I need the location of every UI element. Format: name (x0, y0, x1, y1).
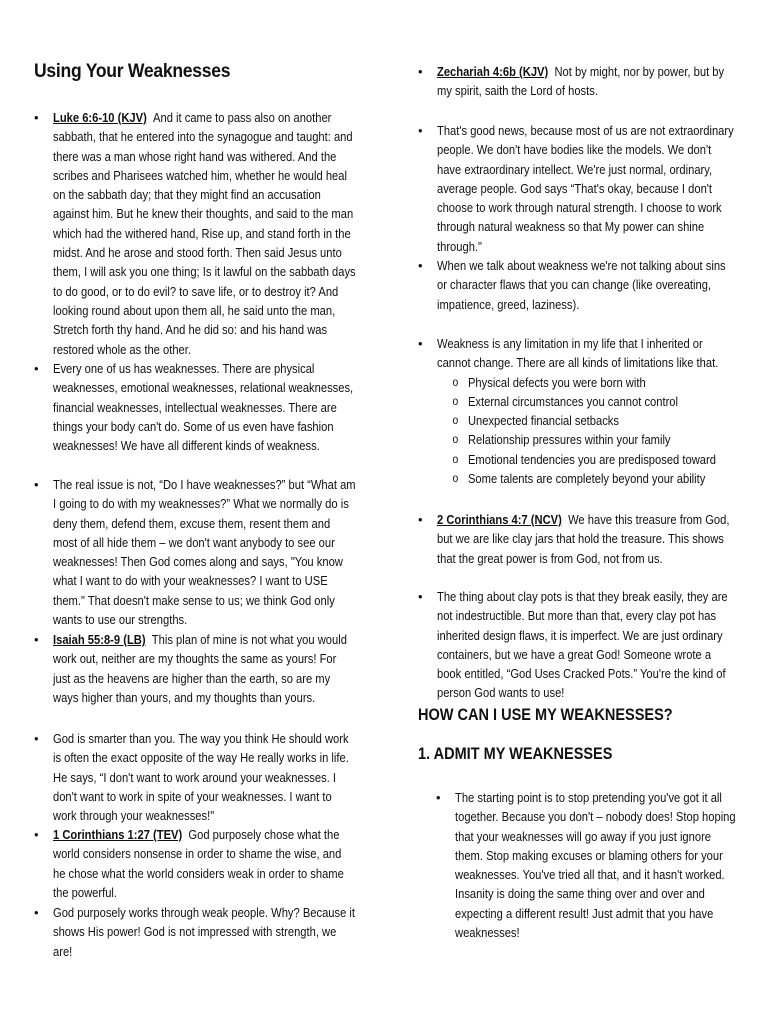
circle-bullet-icon: o (452, 393, 459, 408)
page-title: Using Your Weaknesses (34, 60, 231, 82)
sub-list-item: o Relationship pressures within your family (452, 430, 738, 449)
scripture-reference: Luke 6:6-10 (KJV) (53, 110, 147, 125)
bullet-weak-people (34, 903, 356, 961)
bullet-corinthians-2 (418, 510, 738, 568)
bullet-text: That's good news, because most of us are not extraordinary people. We don't have bodies like the models. We don't have extraordinary intellect. We're just normal, ordinary, average people. God says “That's okay, because I don't choose to work through natural strength. I choose to work through natural weakness so that My power can shine through." (437, 123, 734, 254)
circle-bullet-icon: o (452, 471, 459, 486)
bullet-text: God is smarter than you. The way you think He should work is often the exact opposite of the way He really works in life. He says, “I don't want to work around your weaknesses. I don't want to work in spite of your weaknesses. I want to work through your weaknesses!" (53, 731, 349, 824)
bullet-real-issue (34, 475, 356, 629)
bullet-icon: • (34, 110, 39, 125)
bullet-text: The real issue is not, “Do I have weaknesses?” but “What am I going to do with my weaknesses?” What we normally do is deny them, defend them, excuse them, resent them and most of all hide them – we don't want anybody to see our weaknesses! Then God comes along and says, "You know what I want to do with your weaknesses? I want to USE them." That doesn't make sense to us; we think God only wants to use our strengths. (53, 477, 356, 628)
bullet-icon: • (418, 123, 423, 138)
scripture-reference: 2 Corinthians 4:7 (NCV) (437, 512, 562, 527)
bullet-god-smarter (34, 729, 356, 825)
bullet-icon: • (418, 512, 423, 527)
bullet-icon: • (418, 258, 423, 273)
scripture-reference: Isaiah 55:8-9 (LB) (53, 632, 146, 647)
bullet-text: Every one of us has weaknesses. There are physical weaknesses, emotional weaknesses, relational weaknesses, financial weaknesses, intellectual weaknesses. There are things your body can't do. Some of us even have fashion weaknesses! We have all different kinds of weakness. (53, 361, 354, 454)
sub-list-item: o Physical defects you were born with (452, 373, 738, 392)
bullet-clay-pots (418, 587, 738, 703)
bullet-icon: • (34, 905, 39, 920)
bullet-text: And it came to pass also on another sabbath, that he entered into the synagogue and taught: and there was a man whose right hand was withered. And the scribes and Pharisees watched him, whether he would heal on the sabbath day; that they might find an accusation against him. But he knew their thoughts, and said to the man which had the withered hand, Rise up, and stand forth in the midst. And he arose and stood forth. Then said Jesus unto them, I will ask you one thing; Is it lawful on the sabbath days to do good, or to do evil? to save life, or to destroy it? And looking round about upon them all, he said unto the man, Stretch forth thy hand. And he did so: and his hand was restored whole as the other. (53, 110, 356, 357)
bullet-icon: • (34, 731, 39, 746)
bullet-luke (34, 108, 356, 359)
bullet-text: This plan of mine is not what you would work out, neither are my thoughts the same as yours! For just as the heavens are higher than the earth, so are my ways higher than yours, and my thoughts than yours. (53, 632, 347, 705)
sub-list-item: o External circumstances you cannot control (452, 392, 738, 411)
bullet-zechariah (418, 62, 738, 101)
bullet-icon: • (418, 589, 423, 604)
circle-bullet-icon: o (452, 374, 459, 389)
bullet-starting-point (436, 788, 738, 942)
bullet-text: When we talk about weakness we're not talking about sins or character flaws that you can change (like overeating, impatience, greed, laziness). (437, 258, 726, 312)
bullet-every-one (34, 359, 356, 455)
sub-list-item: o Some talents are completely beyond your ability (452, 469, 738, 488)
bullet-text: Weakness is any limitation in my life that I inherited or cannot change. There are all kinds of limitations like that. (437, 336, 719, 371)
circle-bullet-icon: o (452, 451, 459, 466)
bullet-text: The starting point is to stop pretending you've got it all together. Because you don't – nobody does! Stop hoping that your weaknesses will go away if you just ignore them. Stop making excuses or blaming others for your weaknesses. You've tried all that, and it hasn't worked. Insanity is doing the same thing over and over and expecting a different result! Just admit that you have weaknesses! (455, 790, 736, 941)
bullet-text: God purposely works through weak people. Why? Because it shows His power! God is not impressed with strength, we are! (53, 905, 356, 959)
bullet-isaiah (34, 630, 356, 707)
bullet-good-news (418, 121, 738, 256)
bullet-icon: • (34, 361, 39, 376)
bullet-icon: • (34, 827, 39, 842)
bullet-icon: • (436, 790, 441, 805)
sub-list-item: o Emotional tendencies you are predisposed toward (452, 450, 738, 469)
circle-bullet-icon: o (452, 413, 459, 428)
bullet-icon: • (418, 336, 423, 351)
bullet-corinthians-1 (34, 825, 356, 902)
bullet-text: The thing about clay pots is that they break easily, they are not indestructible. But more than that, every clay pot has inherited design flaws, it is imperfect. We are just ordinary containers, but we have a great God! Someone wrote a book entitled, “God Uses Cracked Pots.” You're the kind of person God wants to use! (437, 589, 728, 701)
scripture-reference: Zechariah 4:6b (KJV) (437, 64, 549, 79)
bullet-text: God purposely chose what the world considers nonsense in order to shame the wise, and he chose what the world considers weak in order to shame the powerful. (53, 827, 344, 900)
section-heading: HOW CAN I USE MY WEAKNESSES? (418, 706, 673, 724)
bullet-talk-weakness (418, 256, 738, 314)
circle-bullet-icon: o (452, 432, 459, 447)
sub-list-item: o Unexpected financial setbacks (452, 411, 738, 430)
bullet-text: Not by might, nor by power, but by my spirit, saith the Lord of hosts. (437, 64, 725, 99)
bullet-limitation (418, 334, 738, 488)
subsection-heading: 1. ADMIT MY WEAKNESSES (418, 745, 613, 763)
bullet-icon: • (34, 632, 39, 647)
bullet-icon: • (34, 477, 39, 492)
scripture-reference: 1 Corinthians 1:27 (TEV) (53, 827, 183, 842)
bullet-icon: • (418, 64, 423, 79)
bullet-text: We have this treasure from God, but we are like clay jars that hold the treasure. This shows that the great power is from God, not from us. (437, 512, 730, 566)
